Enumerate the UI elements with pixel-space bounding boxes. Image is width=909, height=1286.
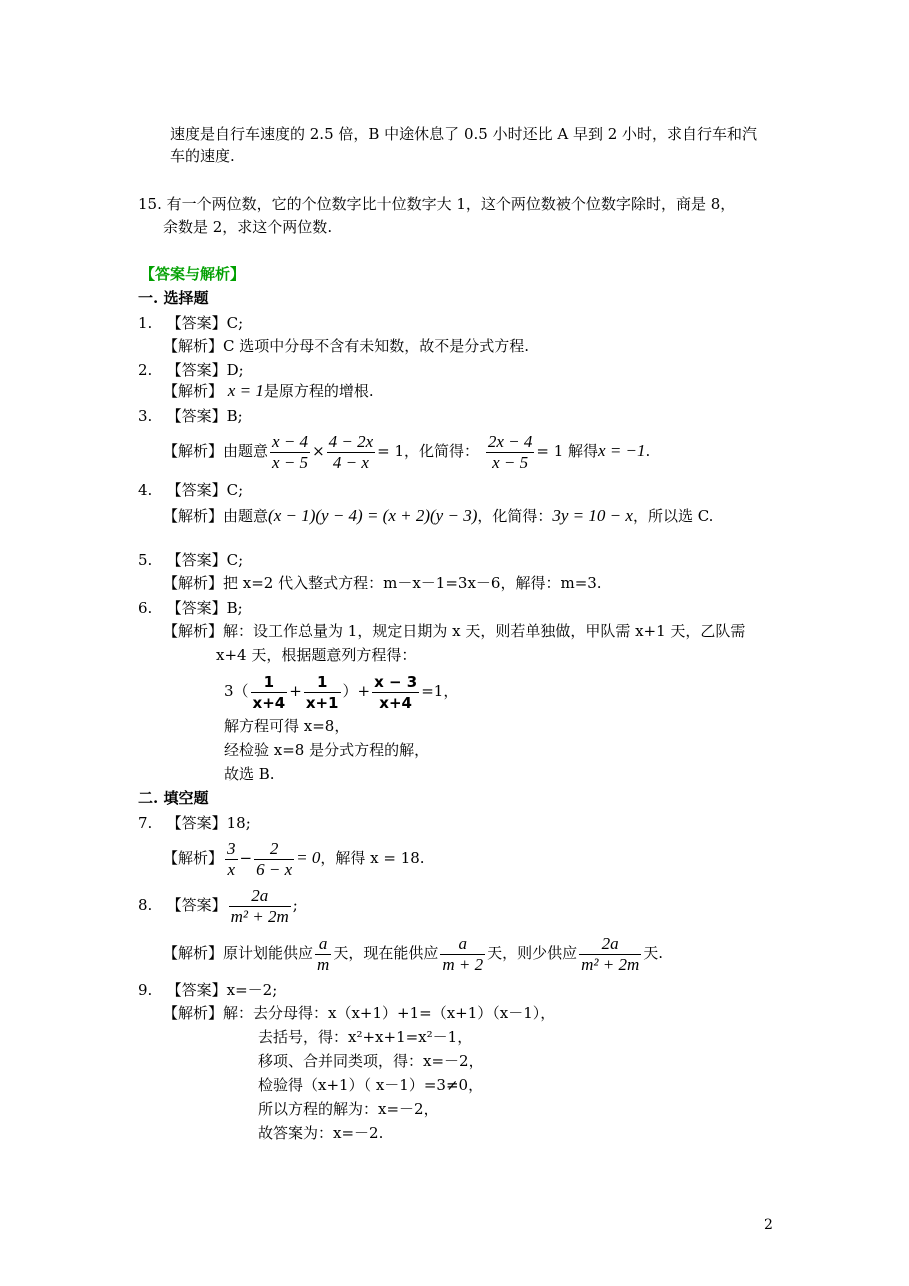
q14-line2: 车的速度. [170,147,235,165]
item-5-answer: 5. 【答案】C; [138,551,244,569]
item-2-analysis: 【解析】 x = 1是原方程的增根. [163,381,374,400]
item-3-answer: 3. 【答案】B; [138,407,243,425]
item-1-analysis: 【解析】C 选项中分母不含有未知数，故不是分式方程. [163,337,530,355]
item-9-step-6: 故答案为：x=－2. [258,1124,384,1142]
q14-line1: 速度是自行车速度的 2.5 倍，B 中途休息了 0.5 小时还比 A 早到 2 小时，求自行车和汽 [170,125,758,143]
page-number: 2 [764,1217,773,1233]
item-4-answer: 4. 【答案】C; [138,481,244,499]
section-choice: 一. 选择题 [138,289,209,307]
item-7-analysis: 【解析】 $\frac{3}{x}$ − $\frac{2}{6 - x}$ = 0，解得 x = 18. [163,838,425,879]
item-6-step-3: 故选 B. [224,765,275,783]
item-2-answer: 2. 【答案】D; [138,361,244,379]
item-6-answer: 6. 【答案】B; [138,599,243,617]
item-4-analysis: 【解析】由题意(x − 1)(y − 4) = (x + 2)(y − 3)，化简得：3y = 10 − x，所以选 C. [163,506,714,525]
item-6-analysis-1: 【解析】解：设工作总量为 1，规定日期为 x 天，则若单独做，甲队需 x+1 天，乙队需 [163,622,746,640]
item-9-step-5: 所以方程的解为：x=－2， [258,1100,439,1118]
item-9-step-2: 去括号，得：x²+x+1=x²－1， [258,1028,473,1046]
item-8-answer: 8. 【答案】 $\frac{2a}{\text{m² + 2m}}$ ; [138,885,298,926]
item-6-step-1: 解方程可得 x=8， [224,717,350,735]
answer-header: 【答案与解析】 [140,265,246,283]
q15-line2: 余数是 2，求这个两位数. [163,218,333,236]
q15-line1: 15. 有一个两位数，它的个位数字比十位数字大 1，这个两位数被个位数字除时，商是 8， [138,195,736,213]
item-5-analysis: 【解析】把 x=2 代入整式方程：m－x－1=3x－6，解得：m=3. [163,574,602,592]
item-8-analysis: 【解析】原计划能供应 $\frac{a}{m}$ 天，现在能供应 $\frac{a}{m + 2}$ 天，则少供应 $\frac{2a}{\text{m² + 2m}}$ 天. [163,933,663,974]
item-1-answer: 1. 【答案】C; [138,314,244,332]
item-7-answer: 7. 【答案】18; [138,814,251,832]
item-3-analysis: 【解析】由题意 $\frac{x - 4}{x - 5}$ × $\frac{4 - 2x}{4 - x}$ = 1，化简得： $\frac{2x - 4}{x - 5}$ = 1 解得x = −1. [163,431,651,472]
item-6-equation: 3（ $\frac{1}{x+4}$ + $\frac{1}{x+1}$ ）+ $\frac{x - 3}{x+4}$ =1， [224,672,459,712]
item-6-analysis-2: x+4 天，根据题意列方程得： [216,646,417,664]
item-6-step-2: 经检验 x=8 是分式方程的解， [224,741,430,759]
item-9-step-1: 【解析】解：去分母得：x（x+1）+1=（x+1）（x－1）， [163,1004,556,1022]
section-fill: 二. 填空题 [138,789,209,807]
item-9-step-4: 检验得（x+1）（ x－1）=3≠0， [258,1076,484,1094]
item-9-answer: 9. 【答案】x=－2; [138,981,278,999]
item-9-step-3: 移项、合并同类项，得：x=－2， [258,1052,484,1070]
